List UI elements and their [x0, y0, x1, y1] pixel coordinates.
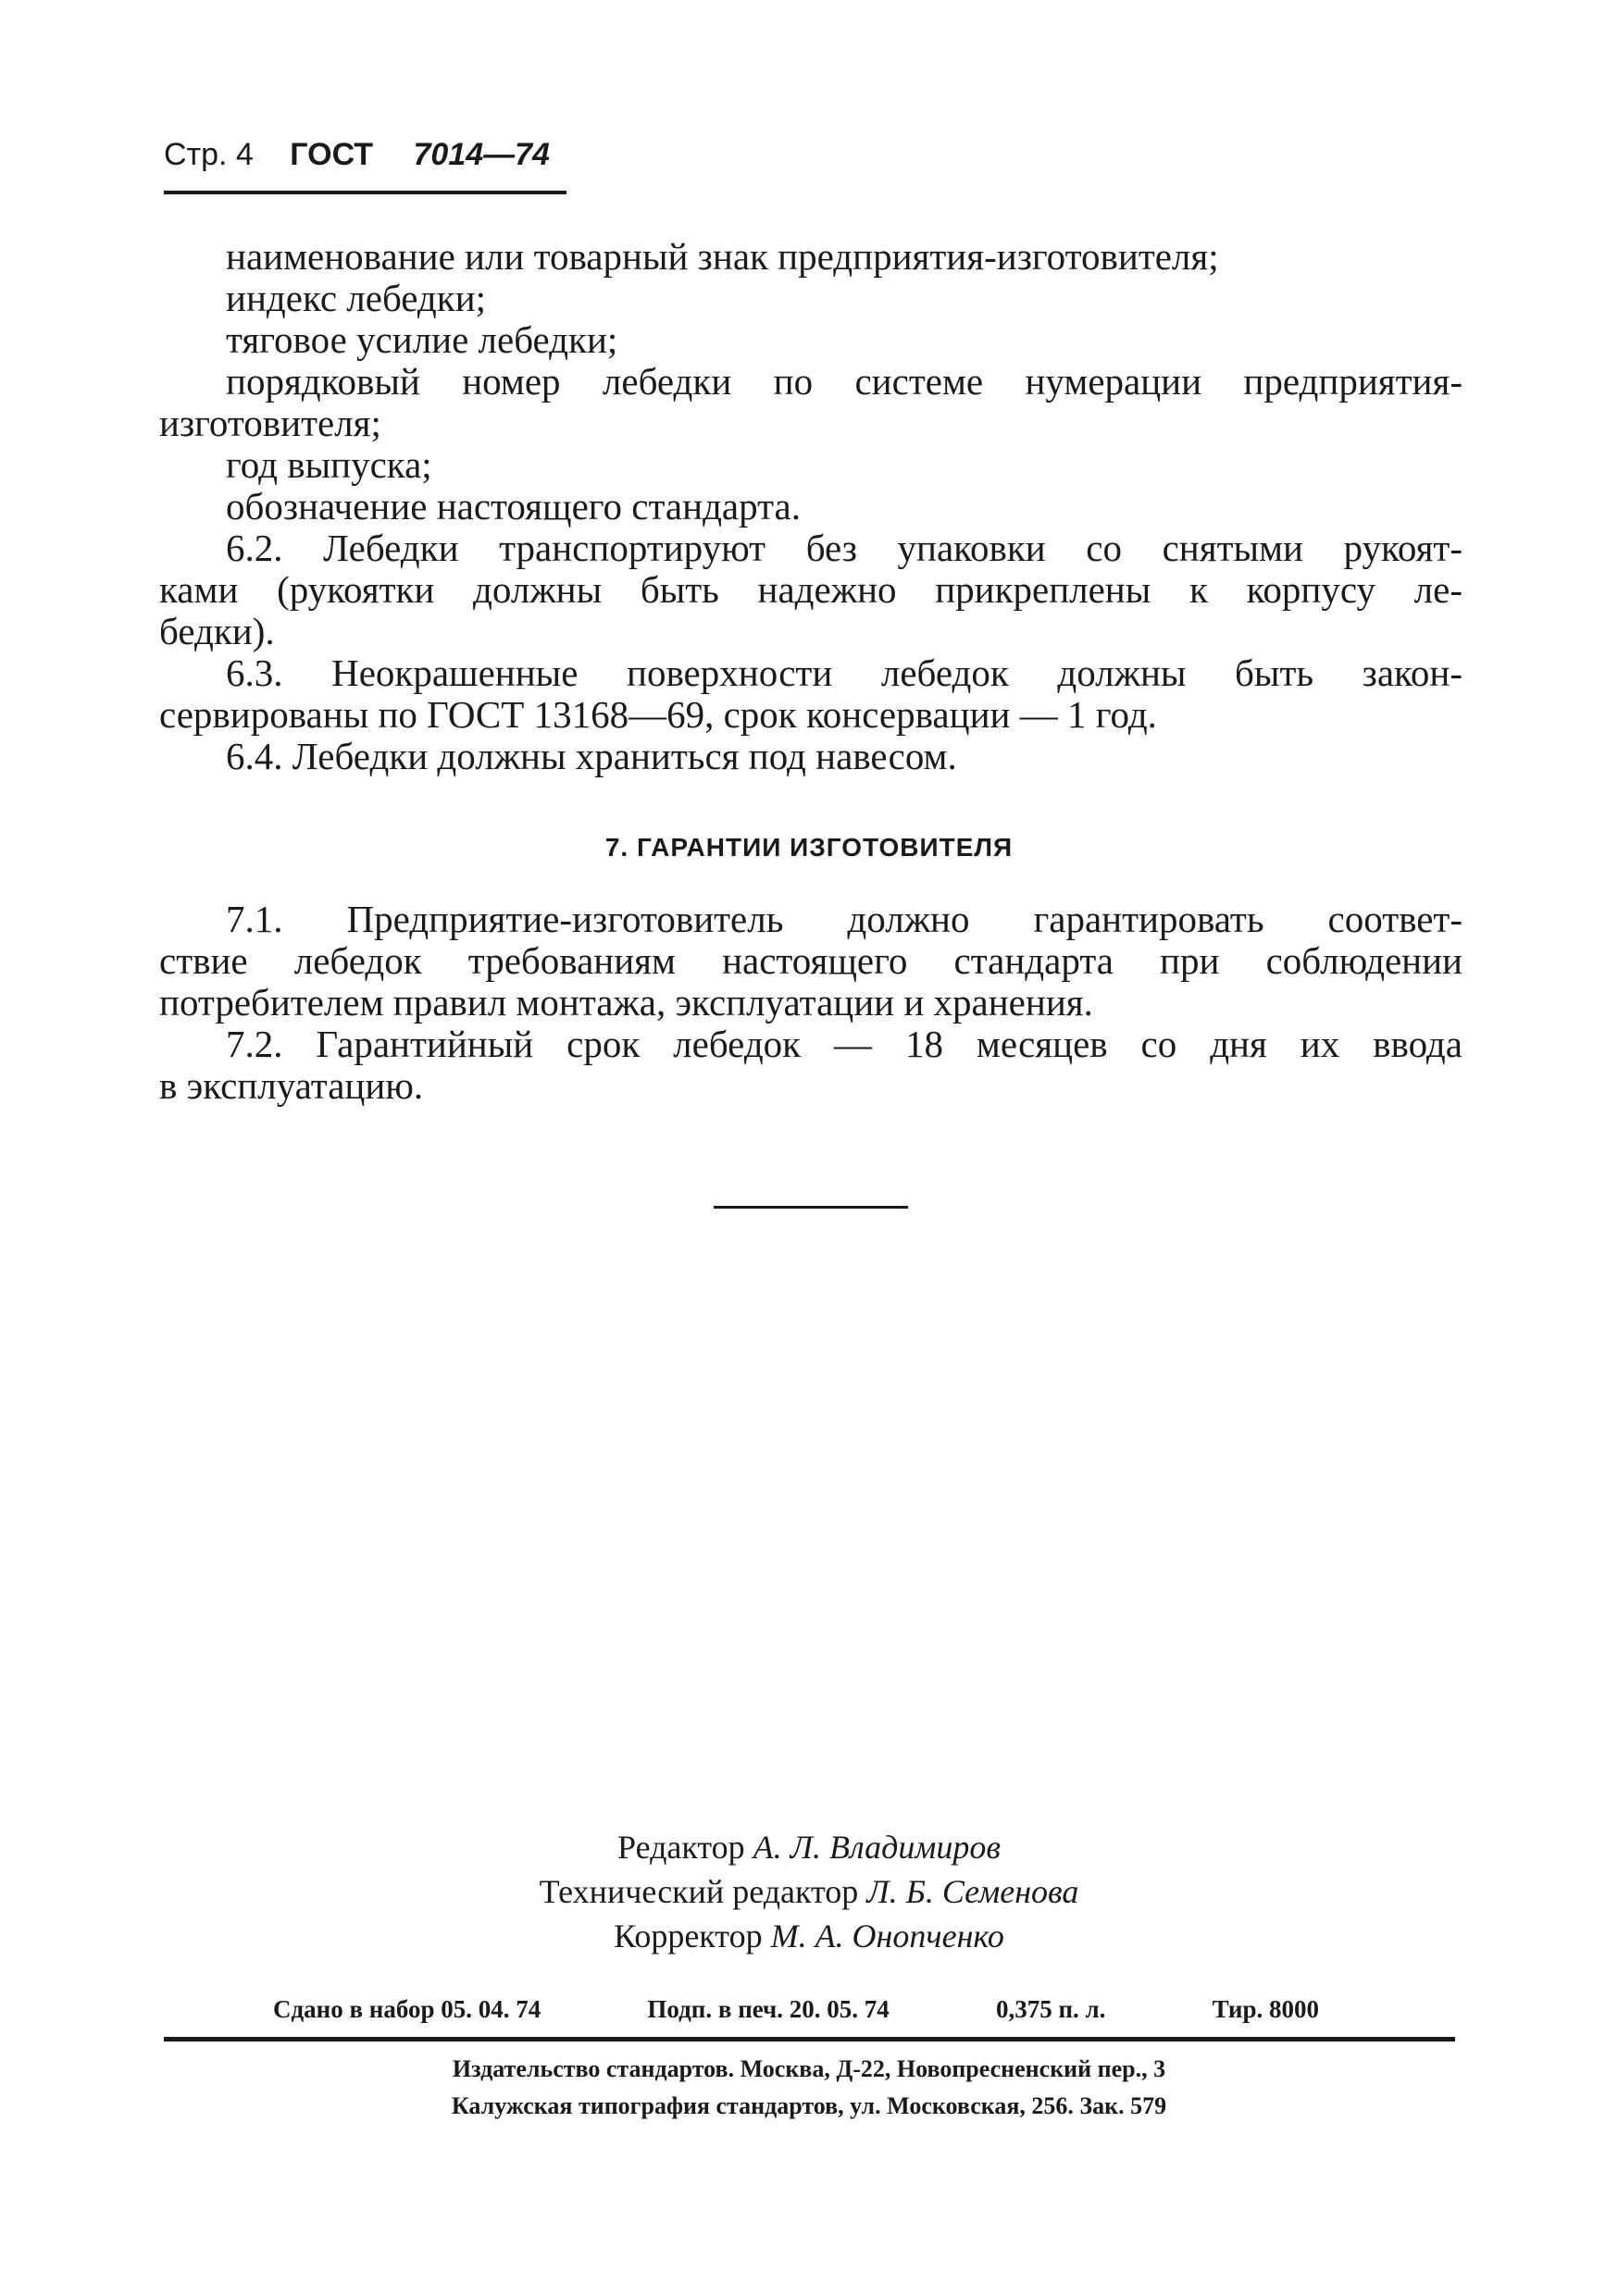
tech-editor-name: Л. Б. Семенова: [866, 1873, 1079, 1910]
marking-item-year: год выпуска;: [226, 443, 432, 486]
editor-name: А. Л. Владимиров: [753, 1829, 1001, 1866]
end-divider: [714, 1206, 908, 1209]
clause-6-2-end: бедки).: [159, 610, 275, 652]
print-run: Тир. 8000: [1212, 1995, 1319, 2023]
publisher-line: Издательство стандартов. Москва, Д-22, Новопресненский пер., 3: [452, 2055, 1166, 2082]
imprint-divider: [164, 2037, 1455, 2042]
clause-6-3: 6.3. Неокрашенные поверхности лебедок должны быть закон-: [226, 652, 1462, 694]
header-divider: [164, 191, 566, 194]
marking-item-manufacturer: наименование или товарный знак предприятия-изготовителя;: [226, 235, 1219, 278]
marking-item-index: индекс лебедки;: [226, 277, 487, 319]
section-7-text: [159, 899, 1462, 1107]
clause-7-2-end: в эксплуатацию.: [159, 1064, 424, 1107]
credit-editor: [0, 1825, 1618, 1869]
marking-item-force: тяговое усилие лебедки;: [226, 318, 618, 361]
printer-line: Калужская типография стандартов, ул. Московская, 256. Зак. 579: [451, 2092, 1167, 2119]
clause-7-1-end: потребителем правил монтажа, эксплуатации и хранения.: [159, 981, 1093, 1024]
section-7-heading: 7. ГАРАНТИИ ИЗГОТОВИТЕЛЯ: [604, 833, 1014, 862]
clause-7-1-cont: ствие лебедок требованиям настоящего стандарта при соблюдении: [159, 939, 1462, 982]
clause-7-2: 7.2. Гарантийный срок лебедок — 18 месяцев со дня их ввода: [226, 1023, 1462, 1065]
credits-block: [0, 1825, 1618, 1958]
marking-item-designation: обозначение настоящего стандарта.: [226, 485, 801, 527]
clause-6-3-cont: сервированы по ГОСТ 13168—69, срок консервации — 1 год.: [159, 693, 1157, 736]
standard-number: 7014—74: [413, 137, 550, 172]
clause-6-4: 6.4. Лебедки должны храниться под навесом.: [226, 735, 957, 777]
sheet-count: 0,375 п. л.: [995, 1995, 1106, 2023]
corrector-role: Корректор: [614, 1917, 763, 1955]
section-6-text: [159, 236, 1462, 777]
marking-item-serial-cont: изготовителя;: [159, 402, 381, 444]
clause-7-1: 7.1. Предприятие-изготовитель должно гарантировать соответ-: [226, 898, 1462, 940]
editor-role: Редактор: [617, 1829, 745, 1866]
typeset-date: Сдано в набор 05. 04. 74: [273, 1995, 541, 2023]
corrector-name: М. А. Онопченко: [770, 1917, 1004, 1955]
signed-date: Подп. в печ. 20. 05. 74: [647, 1995, 890, 2023]
tech-editor-role: Технический редактор: [539, 1873, 859, 1910]
marking-item-serial: порядковый номер лебедки по системе нумерации предприятия-: [226, 360, 1462, 403]
page-number: Стр. 4: [164, 137, 254, 172]
publisher-block: [0, 2051, 1618, 2125]
page-header: [164, 137, 550, 173]
clause-6-2: 6.2. Лебедки транспортируют без упаковки со снятыми рукоят-: [226, 527, 1462, 569]
imprint-line: [273, 1995, 1319, 2024]
clause-6-2-cont: ками (рукоятки должны быть надежно прикреплены к корпусу ле-: [159, 568, 1462, 611]
credit-corrector: [0, 1914, 1618, 1958]
credit-tech-editor: [0, 1869, 1618, 1914]
standard-label: ГОСТ: [290, 137, 374, 172]
